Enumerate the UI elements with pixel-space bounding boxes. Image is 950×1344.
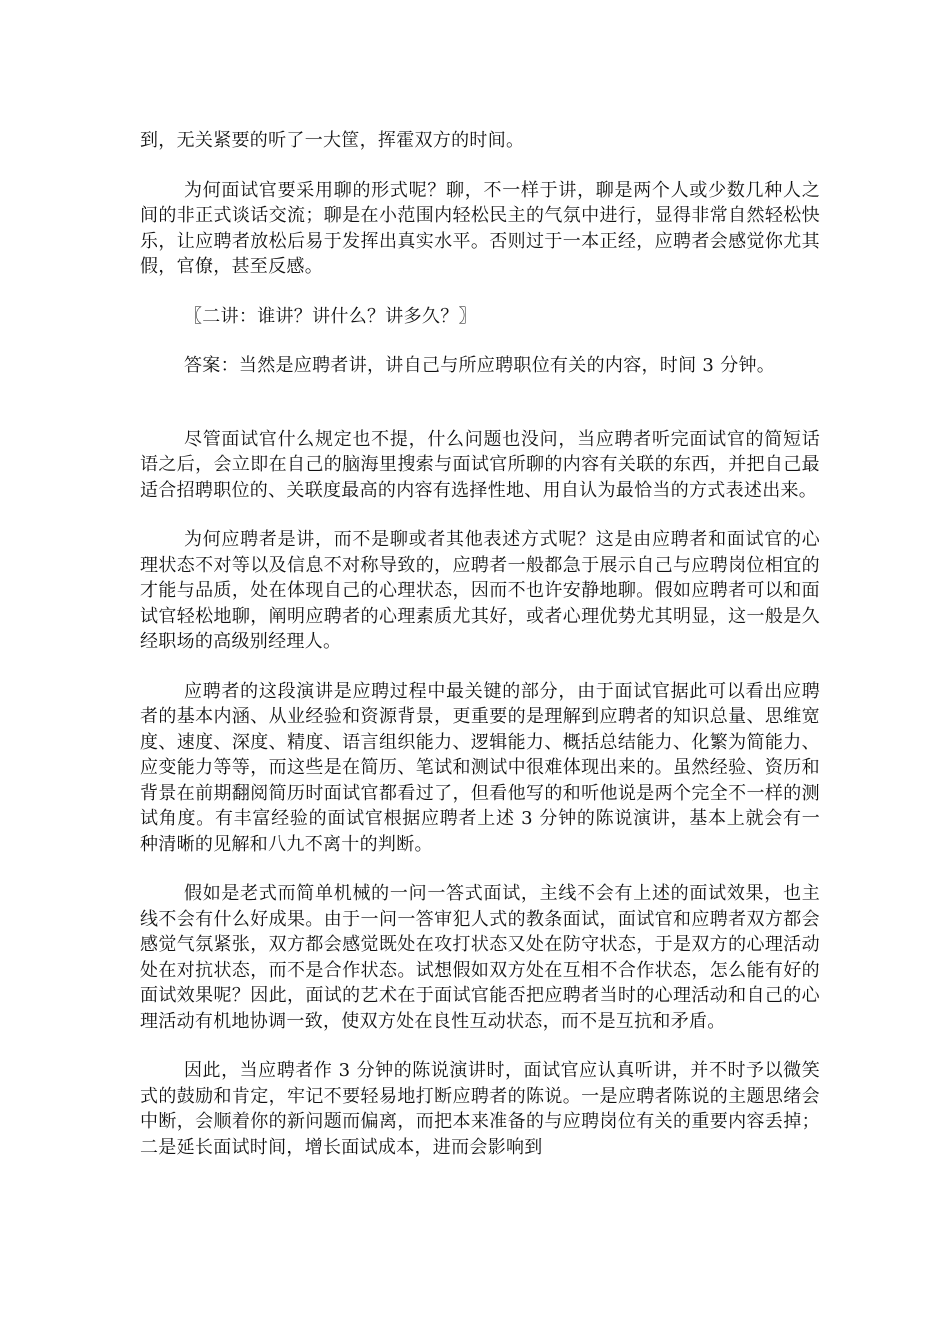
paragraph-listen-carefully: 因此，当应聘者作 3 分钟的陈说演讲时，面试官应认真听讲，并不时予以微笑式的鼓励和肯定，牢记不要轻易地打断应聘者的陈说。一是应聘者陈说的主题思绪会中断，会顺着你的新问题而偏离，而把本来准备的与应聘岗位有关的重要内容丢掉；二是延长面试时间，增长面试成本，进而会影响到 [140, 1060, 820, 1158]
paragraph-answer: 答案：当然是应聘者讲，讲自己与所应聘职位有关的内容，时间 3 分钟。 [184, 355, 776, 376]
document-page [140, 128, 820, 1160]
paragraph-spacer [140, 1034, 820, 1058]
paragraph-spacer [140, 154, 820, 178]
paragraph-continuation: 到，无关紧要的听了一大筐，挥霍双方的时间。 [140, 130, 525, 151]
section-heading-talk: 〖二讲：谁讲？讲什么？讲多久？〗 [184, 305, 477, 327]
paragraph-spacer [140, 329, 820, 353]
paragraph-speech-importance: 应聘者的这段演讲是应聘过程中最关键的部分，由于面试官据此可以看出应聘者的基本内涵、从业经验和资源背景，更重要的是理解到应聘者的知识总量、思维宽度、速度、深度、精度、语言组织能力、逻辑能力、概括总结能力、化繁为简能力、应变能力等等，而这些是在简历、笔试和测试中很难体现出来的。虽然经验、资历和背景在前期翻阅简历时面试官都看过了，但看他写的和听他说是两个完全不一样的测试角度。有丰富经验的面试官根据应聘者上述 3 分钟的陈说演讲，基本上就会有一种清晰的见解和八九不离十的判断。 [140, 680, 820, 855]
paragraph-why-chat: 为何面试官要采用聊的形式呢？聊，不一样于讲，聊是两个人或少数几种人之间的非正式谈话交流；聊是在小范围内轻松民主的气氛中进行，显得非常自然轻松快乐，让应聘者放松后易于发挥出真实水平。否则过于一本正经，应聘者会感觉你尤其假，官僚，甚至反感。 [140, 179, 820, 277]
paragraph-spacer [140, 280, 820, 304]
paragraph-spacer [140, 857, 820, 881]
paragraph-applicant-response: 尽管面试官什么规定也不提，什么问题也没问，当应聘者听完面试官的简短话语之后，会立即在自己的脑海里搜索与面试官所聊的内容有关联的东西，并把自己最适合招聘职位的、关联度最高的内容有选择性地、用自认为最恰当的方式表述出来。 [140, 428, 820, 501]
paragraph-why-talk: 为何应聘者是讲，而不是聊或者其他表述方式呢？这是由应聘者和面试官的心理状态不对等以及信息不对称导致的，应聘者一般都急于展示自己与应聘岗位相宜的才能与品质，处在体现自己的心理状态，因而不也许安静地聊。假如应聘者可以和面试官轻松地聊，阐明应聘者的心理素质尤其好，或者心理优势尤其明显，这一般是久经职场的高级别经理人。 [140, 529, 820, 652]
paragraph-spacer [140, 503, 820, 527]
paragraph-traditional-interview: 假如是老式而简单机械的一问一答式面试，主线不会有上述的面试效果，也主线不会有什么好成果。由于一问一答审犯人式的教条面试，面试官和应聘者双方都会感觉气氛紧张，双方都会感觉既处在攻打状态又处在防守状态，于是双方的心理活动处在对抗状态，而不是合作状态。试想假如双方处在互相不合作状态，怎么能有好的面试效果呢？因此，面试的艺术在于面试官能否把应聘者当时的心理活动和自己的心理活动有机地协调一致，使双方处在良性互动状态，而不是互抗和矛盾。 [140, 883, 820, 1032]
paragraph-spacer-large [140, 379, 820, 427]
paragraph-spacer [140, 655, 820, 679]
